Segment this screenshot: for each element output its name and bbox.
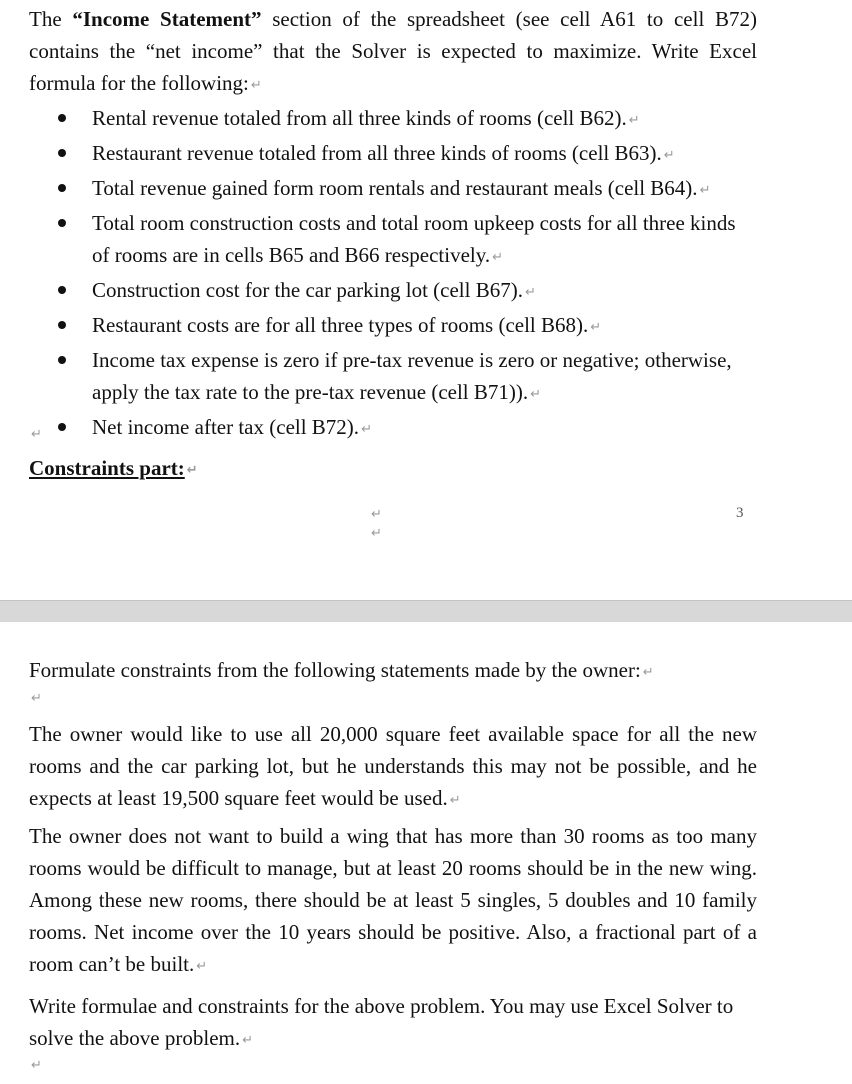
paragraph-mark: ↵ xyxy=(196,959,208,974)
bullet-dot xyxy=(58,321,66,329)
bullet-dot xyxy=(58,423,66,431)
bullet-dot xyxy=(58,219,66,227)
intro-rest: section of the spreadsheet (see cell A61 to cell B72) contains the “net income” that the Solver is expected to maximize. Write Excel formula for the following: xyxy=(29,7,757,95)
page-number: 3 xyxy=(736,505,744,521)
bullet-text: Total revenue gained form room rentals and restaurant meals (cell B64). xyxy=(92,176,698,200)
bullet-dot xyxy=(58,114,66,122)
paragraph-mark: ↵ xyxy=(492,250,504,265)
bullet-item xyxy=(0,102,752,137)
income-statement-intro xyxy=(29,3,757,102)
task-instruction-text: Write formulae and constraints for the above problem. You may use Excel Solver to solve the above problem. xyxy=(29,994,734,1050)
paragraph-mark: ↵ xyxy=(186,463,198,478)
bullet-dot xyxy=(58,356,66,364)
paragraph-mark: ↵ xyxy=(590,320,602,335)
bullet-item xyxy=(0,207,752,274)
space-constraint-paragraph xyxy=(29,718,757,817)
bullet-text: Restaurant costs are for all three types of rooms (cell B68). xyxy=(92,313,589,337)
intro-bold-term: “Income Statement” xyxy=(72,7,262,31)
paragraph-mark: ↵ xyxy=(449,793,461,808)
paragraph-mark: ↵ xyxy=(699,183,711,198)
task-instruction-paragraph xyxy=(29,990,757,1057)
formula-bullet-list xyxy=(0,102,852,446)
paragraph-mark: ↵ xyxy=(524,285,536,300)
constraints-heading xyxy=(29,452,198,487)
constraints-intro xyxy=(29,654,757,689)
bullet-text: Rental revenue totaled from all three kinds of rooms (cell B62). xyxy=(92,106,627,130)
paragraph-mark: ↵ xyxy=(530,387,542,402)
page-break-gap xyxy=(0,600,852,624)
footer-paragraph-mark: ↵ xyxy=(371,526,382,541)
bullet-item xyxy=(0,411,752,446)
paragraph-mark: ↵ xyxy=(242,1033,254,1048)
bullet-item xyxy=(0,137,752,172)
empty-paragraph-mark: ↵ xyxy=(31,427,42,442)
constraints-intro-text: Formulate constraints from the following statements made by the owner: xyxy=(29,658,641,682)
constraints-heading-text: Constraints part: xyxy=(29,456,185,480)
paragraph-mark: ↵ xyxy=(628,113,640,128)
paragraph-mark: ↵ xyxy=(250,78,262,93)
space-constraint-text: The owner would like to use all 20,000 square feet available space for all the new rooms and the car parking lot, but he understands this may not be possible, and he expects at least 19,500 square feet would be used. xyxy=(29,722,757,810)
bullet-text: Net income after tax (cell B72). xyxy=(92,415,360,439)
bullet-item xyxy=(0,274,752,309)
bullet-item xyxy=(0,172,752,207)
paragraph-mark: ↵ xyxy=(361,422,372,437)
bullet-text: Total room construction costs and total room upkeep costs for all three kinds of rooms are in cells B65 and B66 respectively. xyxy=(92,211,736,267)
footer-paragraph-mark: ↵ xyxy=(371,507,382,522)
bullet-dot xyxy=(58,149,66,157)
bullet-item xyxy=(0,309,752,344)
bullet-text: Restaurant revenue totaled from all three kinds of rooms (cell B63). xyxy=(92,141,662,165)
bullet-text: Income tax expense is zero if pre-tax revenue is zero or negative; otherwise, apply the tax rate to the pre-tax revenue (cell B71)). xyxy=(92,348,732,404)
intro-prefix: The xyxy=(29,7,73,31)
rooms-constraint-paragraph xyxy=(29,820,757,983)
bullet-dot xyxy=(58,184,66,192)
paragraph-mark: ↵ xyxy=(663,148,675,163)
document-page-4 xyxy=(0,622,852,1084)
rooms-constraint-text: The owner does not want to build a wing that has more than 30 rooms as too many rooms would be difficult to manage, but at least 20 rooms should be in the new wing. Among these new rooms, there should be at least 5 singles, 5 doubles and 10 family rooms. Net income over the 10 years should be positive. Also, a fractional part of a room can’t be built. xyxy=(29,824,757,976)
bullet-text: Construction cost for the car parking lot (cell B67). xyxy=(92,278,523,302)
paragraph-mark: ↵ xyxy=(642,665,654,680)
empty-paragraph-mark: ↵ xyxy=(31,1058,42,1073)
empty-paragraph-mark: ↵ xyxy=(31,691,42,706)
bullet-dot xyxy=(58,286,66,294)
bullet-item xyxy=(0,344,752,411)
